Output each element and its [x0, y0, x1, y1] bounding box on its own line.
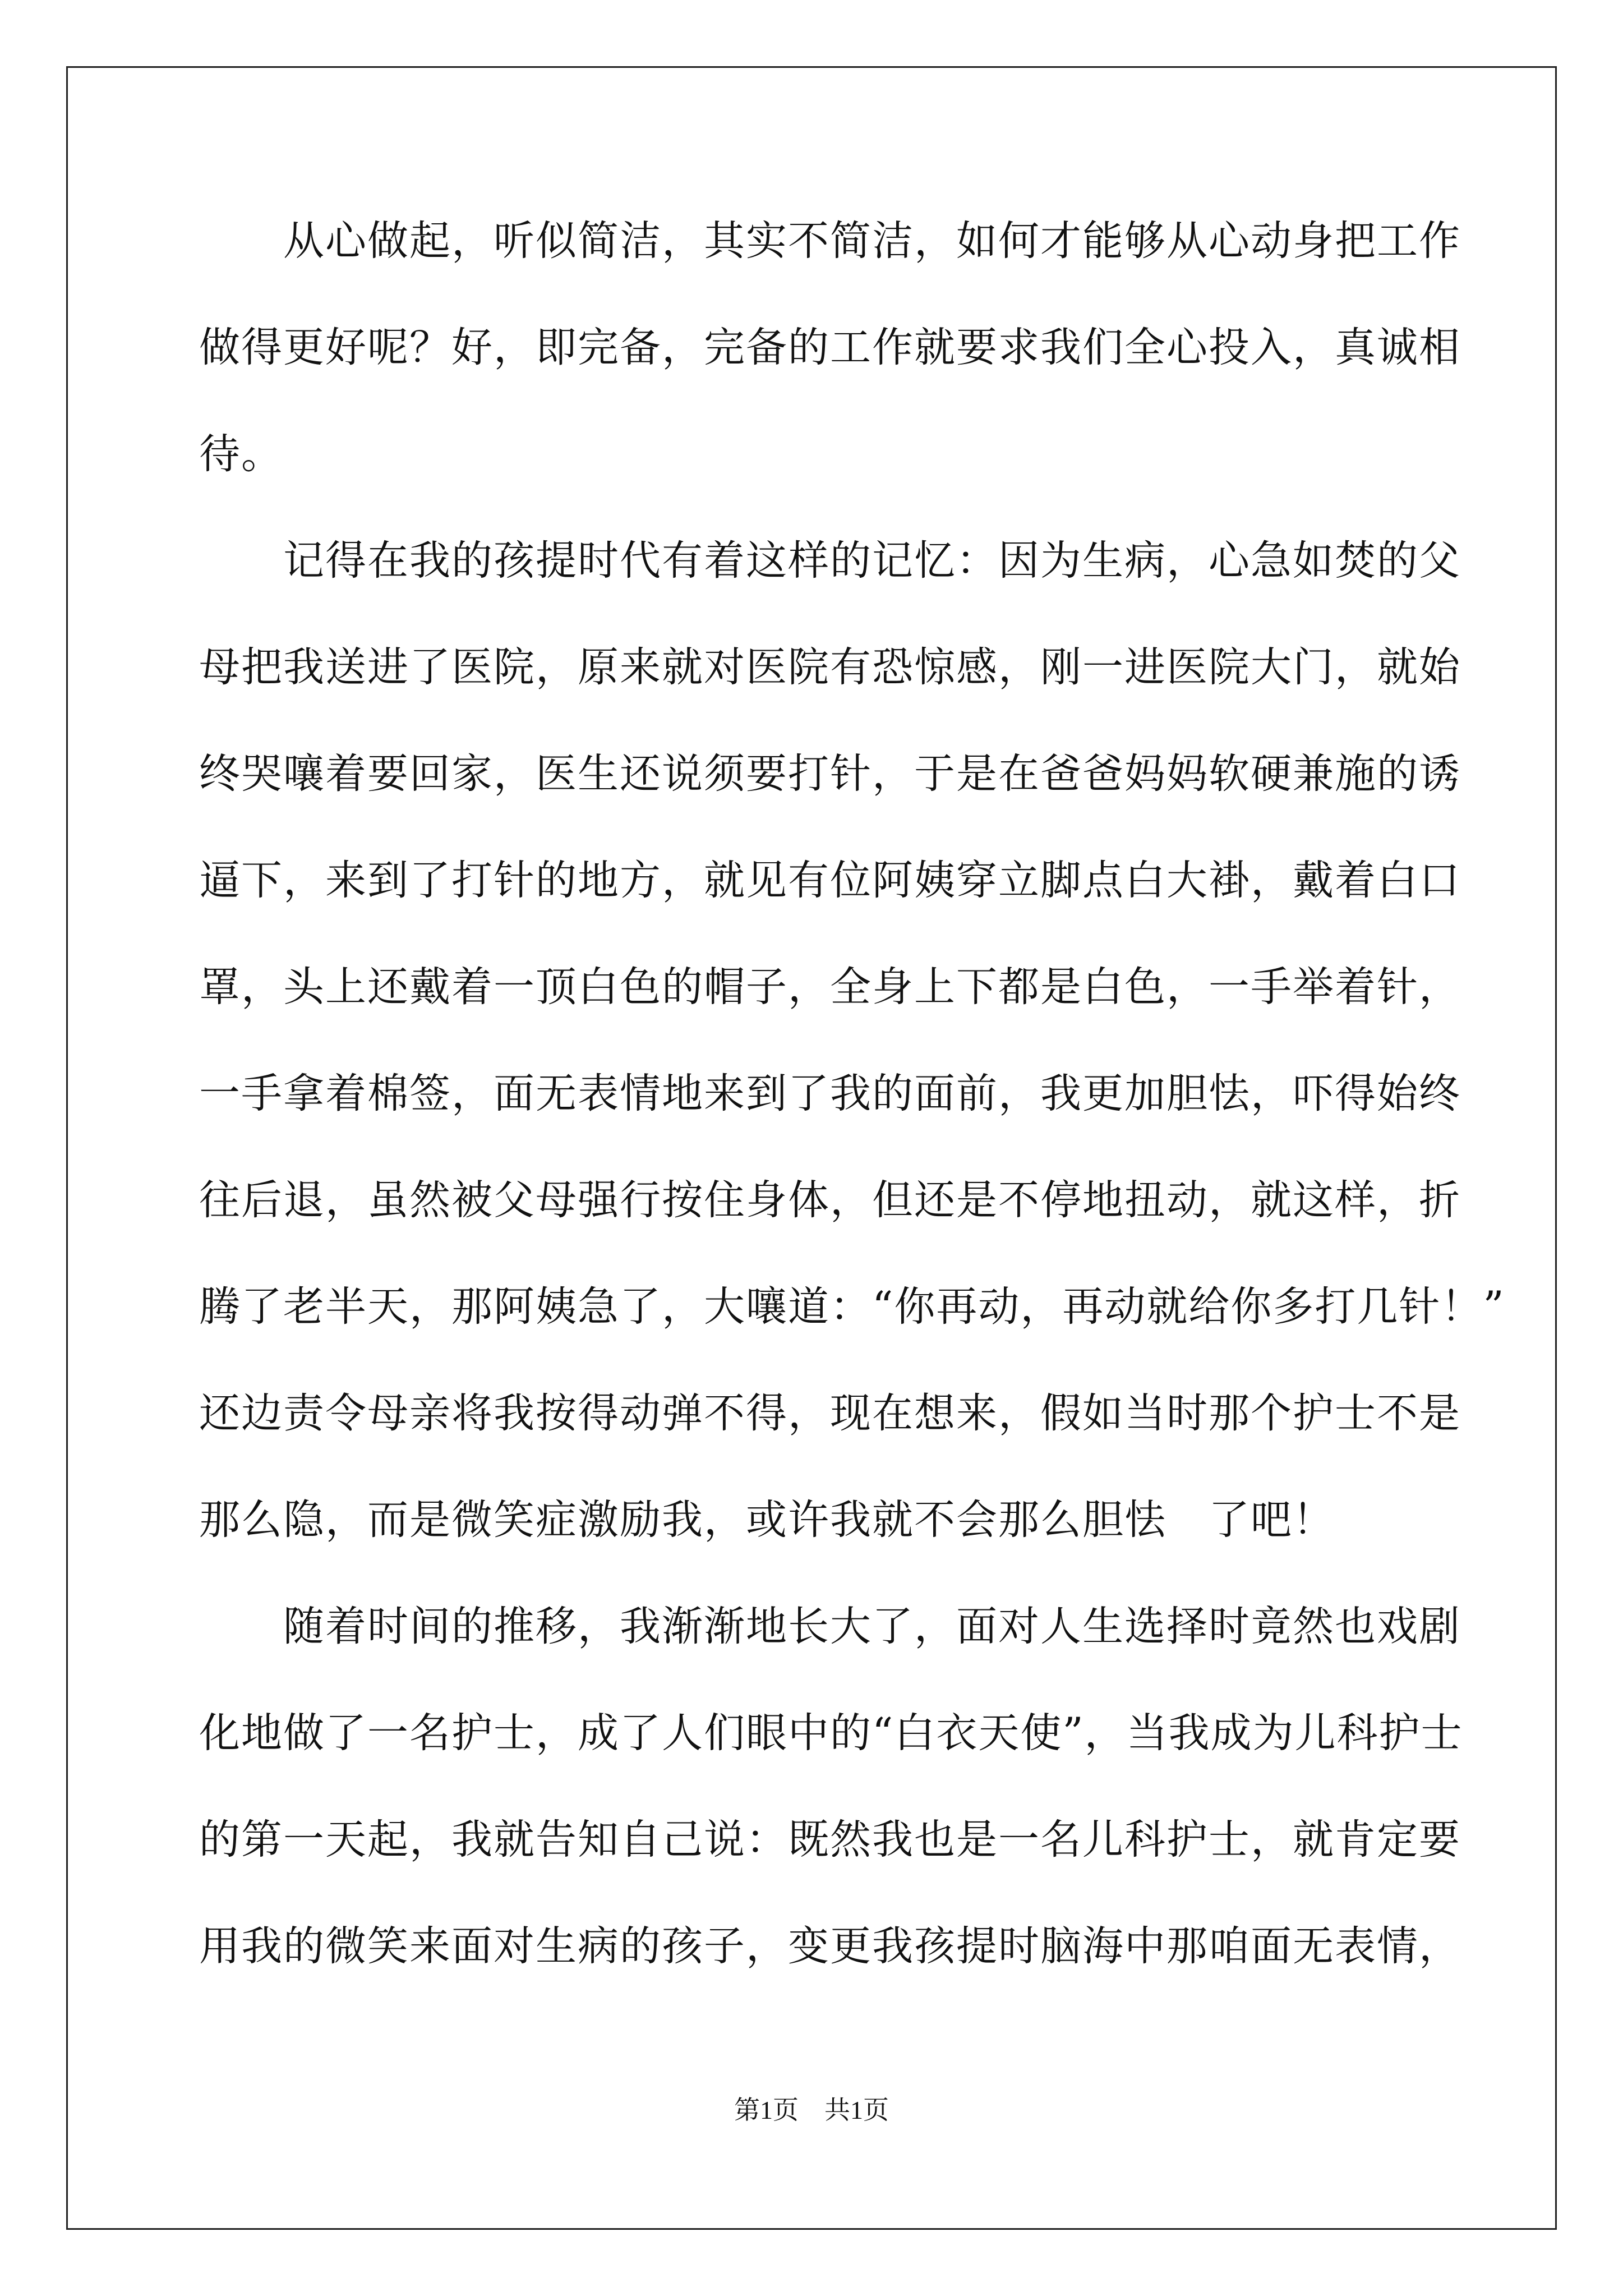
text-line: 做得更好呢？好，即完备，完备的工作就要求我们全心投入，真诚相 — [199, 324, 1461, 371]
text-line: 用我的微笑来面对生病的孩子，变更我孩提时脑海中那咱面无表情， — [199, 1922, 1461, 1970]
text-line: 从心做起，听似简洁，其实不简洁，如何才能够从心动身把工作 — [199, 217, 1461, 265]
text-line: 待。 — [199, 430, 283, 478]
text-line: 往后退，虽然被父母强行按住身体，但还是不停地扭动，就这样，折 — [199, 1176, 1461, 1224]
page-border — [66, 66, 1557, 2230]
text-line: 罩，头上还戴着一顶白色的帽子，全身上下都是白色，一手举着针， — [199, 963, 1461, 1011]
text-line: 随着时间的推移，我渐渐地长大了，面对人生选择时竟然也戏剧 — [199, 1603, 1461, 1650]
text-line: 那么隐，而是微笑症激励我，或许我就不会那么胆怯 了吧！ — [199, 1496, 1335, 1544]
text-line: 化地做了一名护士，成了人们眼中的“白衣天使”，当我成为儿科护士 — [199, 1709, 1463, 1757]
text-line: 还边责令母亲将我按得动弹不得，现在想来，假如当时那个护士不是 — [199, 1389, 1461, 1437]
text-line: 逼下，来到了打针的地方，就见有位阿姨穿立脚点白大褂，戴着白口 — [199, 857, 1461, 904]
text-line: 终哭嚷着要回家，医生还说须要打针，于是在爸爸妈妈软硬兼施的诱 — [199, 750, 1461, 798]
text-line: 一手拿着棉签，面无表情地来到了我的面前，我更加胆怯，吓得始终 — [199, 1070, 1461, 1117]
text-line: 的第一天起，我就告知自己说：既然我也是一名儿科护士，就肯定要 — [199, 1816, 1461, 1864]
text-line: 腾了老半天，那阿姨急了，大嚷道：“你再动，再动就给你多打几针！” — [199, 1283, 1505, 1331]
page-number-footer: 第1页 共1页 — [734, 2096, 889, 2124]
text-line: 记得在我的孩提时代有着这样的记忆：因为生病，心急如焚的父 — [199, 537, 1461, 585]
text-line: 母把我送进了医院，原来就对医院有恐惊感，刚一进医院大门，就始 — [199, 643, 1461, 691]
